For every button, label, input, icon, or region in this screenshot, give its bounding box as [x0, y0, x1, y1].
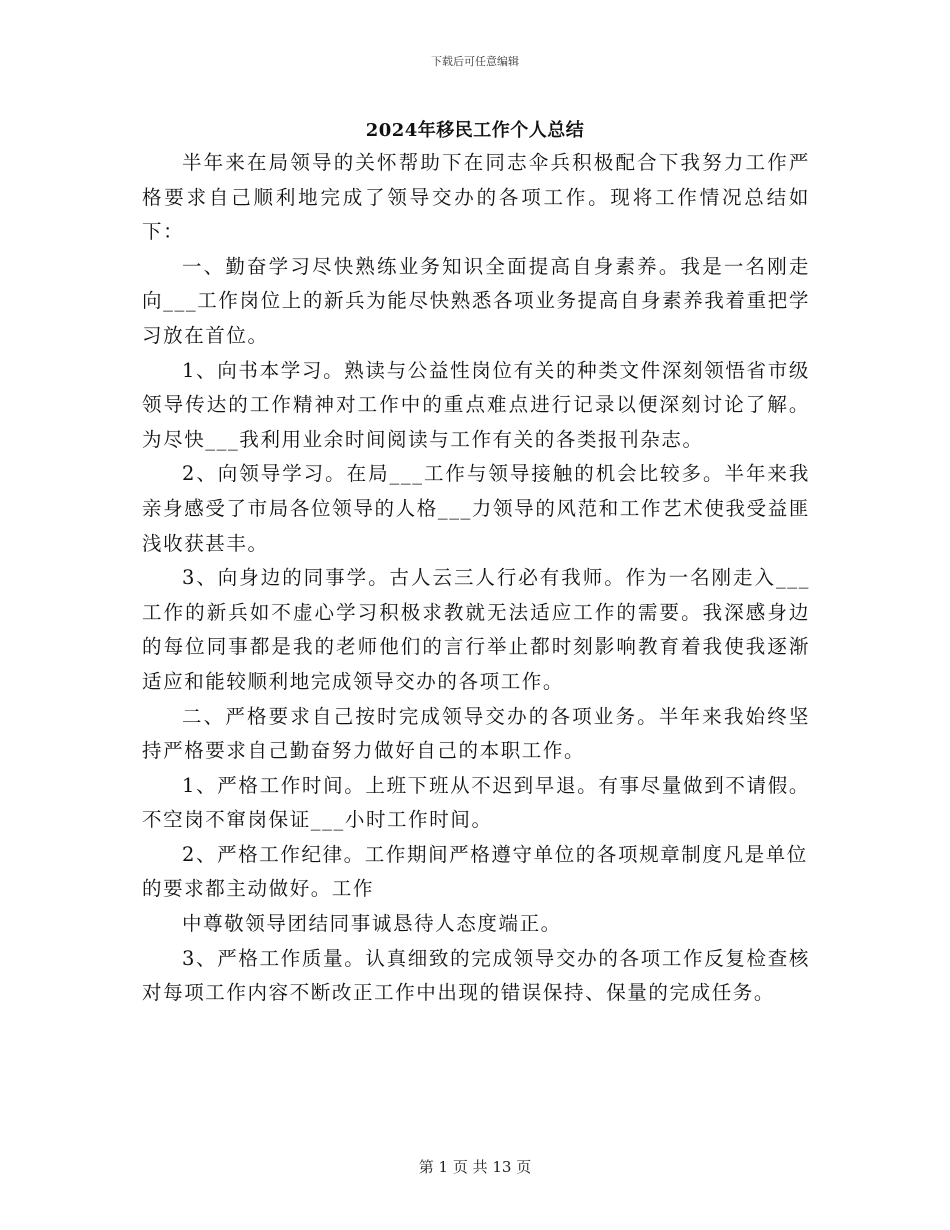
paragraph-section-1-item-1: 1、向书本学习。熟读与公益性岗位有关的种类文件深刻领悟省市级领导传达的工作精神对工作中的重点难点进行记录以便深刻讨论了解。为尽快___我利用业余时间阅读与工作有关的各类报刊杂志。 [142, 358, 810, 451]
document-title: 2024年移民工作个人总结 [365, 120, 585, 141]
paragraph-section-2-item-2-continued: 中尊敬领导团结同事诚恳待人态度端正。 [181, 912, 562, 936]
paragraph-section-2-item-2: 2、严格工作纪律。工作期间严格遵守单位的各项规章制度凡是单位的要求都主动做好。工作 [142, 842, 808, 901]
document-body [142, 146, 810, 1011]
paragraph-section-2-item-3: 3、严格工作质量。认真细致的完成领导交办的各项工作反复检查核对每项工作内容不断改正工作中出现的错误保持、保量的完成任务。 [142, 946, 810, 1005]
paragraph-intro: 半年来在局领导的关怀帮助下在同志伞兵积极配合下我努力工作严格要求自己顺利地完成了领导交办的各项工作。现将工作情况总结如下： [142, 151, 810, 244]
page-header-note: 下载后可任意编辑 [431, 55, 519, 68]
paragraph-section-1: 一、勤奋学习尽快熟练业务知识全面提高自身素养。我是一名刚走向___工作岗位上的新兵为能尽快熟悉各项业务提高自身素养我着重把学习放在首位。 [142, 254, 810, 347]
page-number: 第 1 页 共 13 页 [418, 1158, 532, 1176]
paragraph-section-2-item-1: 1、严格工作时间。上班下班从不迟到早退。有事尽量做到不请假。不空岗不窜岗保证___小时工作时间。 [142, 773, 810, 832]
paragraph-section-2: 二、严格要求自己按时完成领导交办的各项业务。半年来我始终坚持严格要求自己勤奋努力做好自己的本职工作。 [142, 704, 810, 763]
paragraph-section-1-item-2: 2、向领导学习。在局___工作与领导接触的机会比较多。半年来我亲身感受了市局各位领导的人格___力领导的风范和工作艺术使我受益匪浅收获甚丰。 [142, 462, 810, 555]
paragraph-section-1-item-3: 3、向身边的同事学。古人云三人行必有我师。作为一名刚走入___工作的新兵如不虚心学习积极求教就无法适应工作的需要。我深感身边的每位同事都是我的老师他们的言行举止都时刻影响教育着我使我逐渐适应和能较顺利地完成领导交办的各项工作。 [142, 566, 810, 693]
